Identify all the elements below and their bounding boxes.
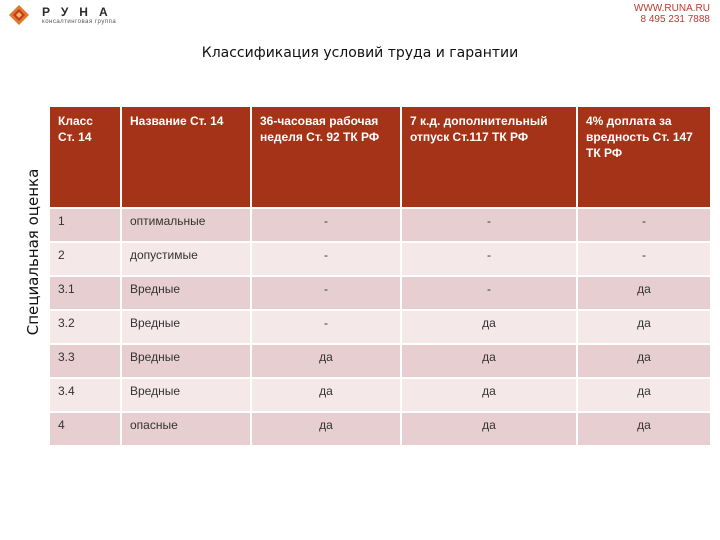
cell-36-hour: - — [251, 276, 401, 310]
cell-36-hour: - — [251, 310, 401, 344]
cell-hazard-pay: - — [577, 242, 711, 276]
cell-36-hour: - — [251, 242, 401, 276]
logo-name: РУНА — [42, 5, 119, 19]
cell-vacation: - — [401, 208, 577, 242]
diamond-logo-icon — [8, 4, 30, 26]
cell-hazard-pay: да — [577, 310, 711, 344]
cell-class: 3.4 — [49, 378, 121, 412]
header-hazard-pay: 4% доплата за вредность Ст. 147 ТК РФ — [577, 106, 711, 208]
cell-36-hour: да — [251, 344, 401, 378]
cell-hazard-pay: да — [577, 412, 711, 446]
cell-vacation: да — [401, 310, 577, 344]
cell-name: оптимальные — [121, 208, 251, 242]
classification-table — [48, 105, 712, 447]
cell-hazard-pay: - — [577, 208, 711, 242]
cell-vacation: да — [401, 344, 577, 378]
cell-class: 3.1 — [49, 276, 121, 310]
header-class: Класс Ст. 14 — [49, 106, 121, 208]
cell-hazard-pay: да — [577, 378, 711, 412]
header-36-hour-week: 36-часовая рабочая неделя Ст. 92 ТК РФ — [251, 106, 401, 208]
company-logo — [8, 4, 148, 26]
slide-title: Классификация условий труда и гарантии — [201, 45, 519, 61]
cell-class: 3.2 — [49, 310, 121, 344]
table-row — [49, 276, 711, 310]
cell-36-hour: - — [251, 208, 401, 242]
table-header-row — [49, 106, 711, 208]
table-row — [49, 344, 711, 378]
header-extra-vacation: 7 к.д. дополнительный отпуск Ст.117 ТК РФ — [401, 106, 577, 208]
header-name: Название Ст. 14 — [121, 106, 251, 208]
logo-subtitle: консалтинговая группа — [42, 19, 117, 25]
cell-name: Вредные — [121, 378, 251, 412]
cell-hazard-pay: да — [577, 344, 711, 378]
table-row — [49, 412, 711, 446]
cell-name: Вредные — [121, 310, 251, 344]
cell-class: 2 — [49, 242, 121, 276]
cell-vacation: да — [401, 378, 577, 412]
cell-name: Вредные — [121, 276, 251, 310]
cell-vacation: - — [401, 276, 577, 310]
cell-36-hour: да — [251, 378, 401, 412]
side-label: Специальная оценка — [24, 168, 42, 336]
cell-class: 4 — [49, 412, 121, 446]
cell-class: 1 — [49, 208, 121, 242]
cell-name: Вредные — [121, 344, 251, 378]
cell-name: допустимые — [121, 242, 251, 276]
table-row — [49, 208, 711, 242]
cell-vacation: - — [401, 242, 577, 276]
cell-36-hour: да — [251, 412, 401, 446]
table-row — [49, 378, 711, 412]
cell-vacation: да — [401, 412, 577, 446]
table-row — [49, 242, 711, 276]
website-link[interactable]: WWW.RUNA.RU — [633, 3, 710, 14]
cell-class: 3.3 — [49, 344, 121, 378]
contacts — [634, 3, 710, 25]
phone-number: 8 495 231 7888 — [640, 14, 710, 25]
table-row — [49, 310, 711, 344]
cell-hazard-pay: да — [577, 276, 711, 310]
cell-name: опасные — [121, 412, 251, 446]
